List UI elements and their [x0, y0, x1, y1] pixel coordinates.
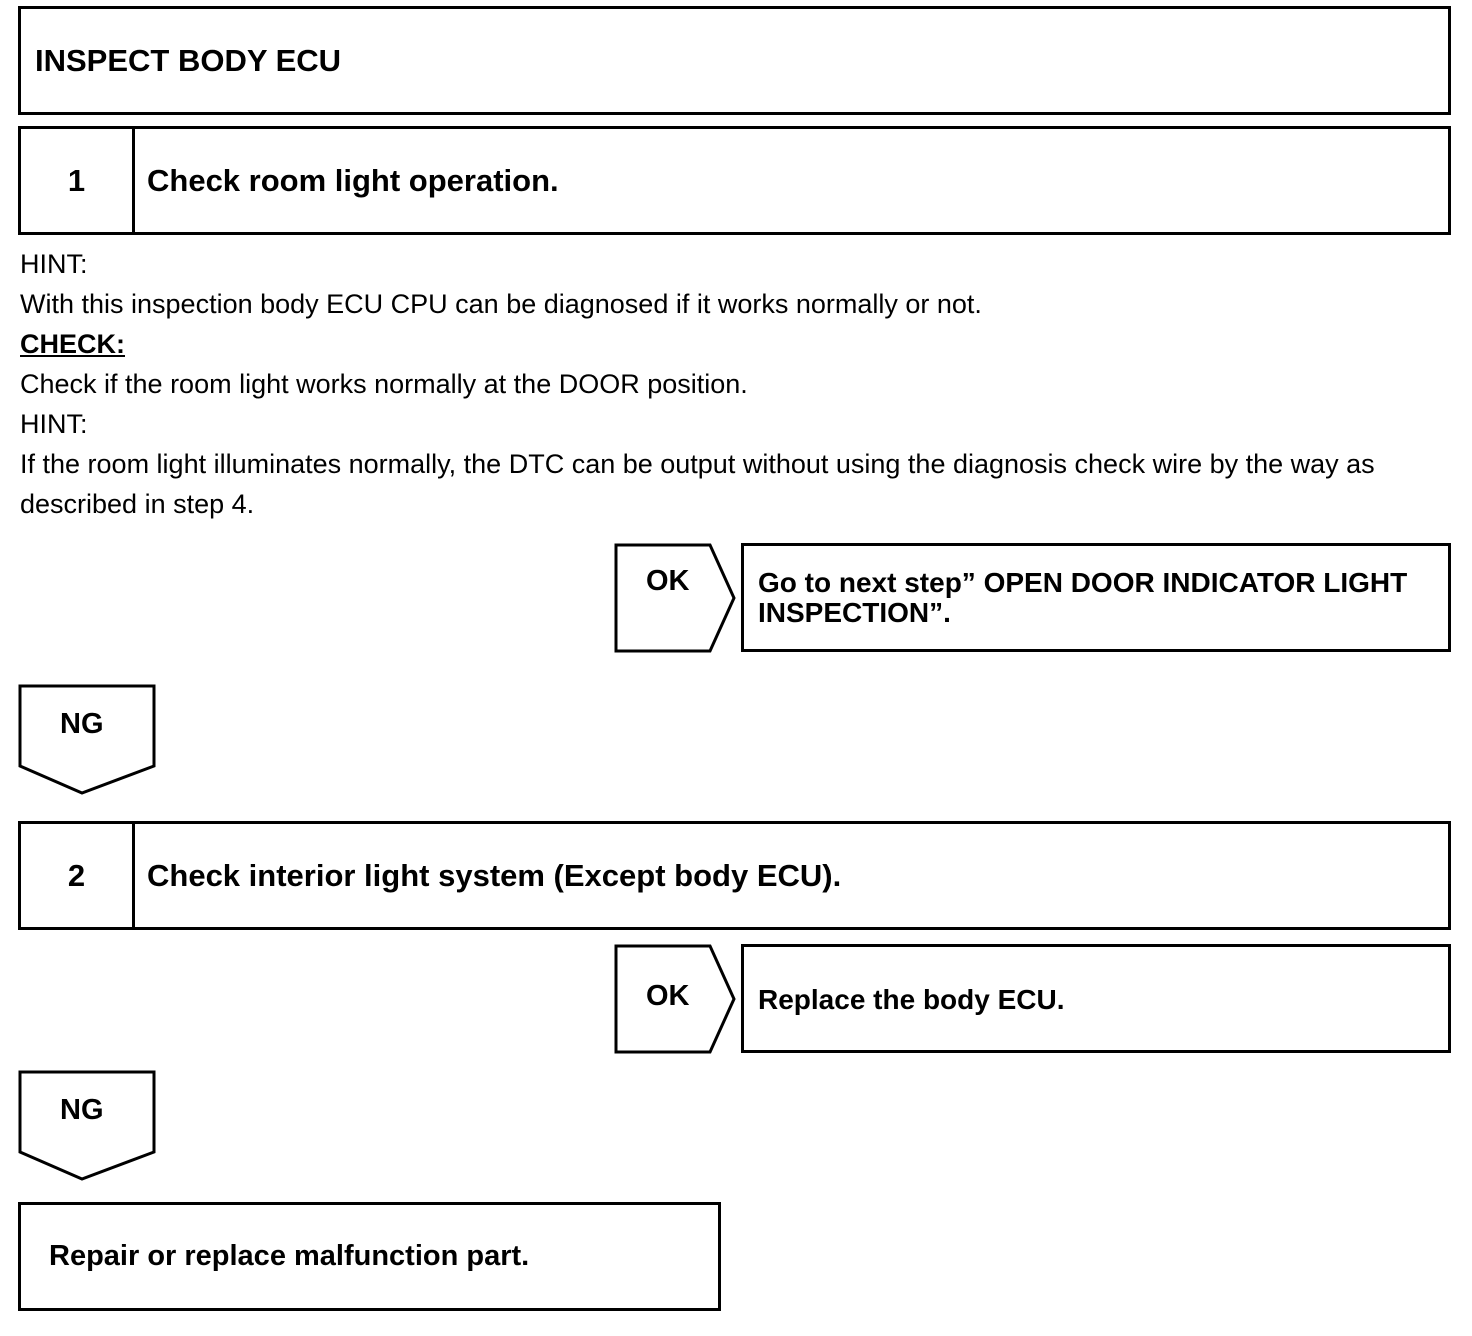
- step-1-box: [18, 126, 1451, 235]
- check-text: Check if the room light works normally at the DOOR position.: [20, 369, 748, 399]
- step-1-number: 1: [21, 129, 135, 232]
- section-title-box: [18, 6, 1451, 115]
- hint-label-2: HINT:: [20, 409, 88, 439]
- step-2-number: 2: [21, 824, 135, 927]
- hint-text-1: With this inspection body ECU CPU can be diagnosed if it works normally or not.: [20, 289, 982, 319]
- final-result-box: [18, 1202, 721, 1311]
- ng-arrow-1: [18, 684, 156, 796]
- hint-label-1: HINT:: [20, 249, 88, 279]
- ok-arrow-1-shape: [614, 543, 738, 653]
- ok-label-2: OK: [646, 980, 690, 1012]
- step-1-ok-result: Go to next step” OPEN DOOR INDICATOR LIGHT INSPECTION”.: [758, 567, 1408, 628]
- ok-label-1: OK: [646, 565, 690, 597]
- step-2-title: Check interior light system (Except body ECU).: [147, 857, 842, 893]
- hint-text-2: If the room light illuminates normally, the DTC can be output without using the diagnosis check wire by the way as described in step 4.: [20, 449, 1375, 519]
- step-1-title: Check room light operation.: [147, 162, 559, 198]
- ng-label-1: NG: [60, 708, 104, 740]
- step-2-ok-result-box: [741, 944, 1451, 1053]
- step-1-ok-result-box: [741, 543, 1451, 652]
- ok-arrow-1: [614, 543, 738, 653]
- ng-arrow-2: [18, 1070, 156, 1182]
- check-label: CHECK:: [20, 329, 125, 359]
- section-title: INSPECT BODY ECU: [35, 43, 342, 78]
- ok-arrow-2: [614, 944, 738, 1054]
- step-2-box: [18, 821, 1451, 930]
- step-2-ok-result: Replace the body ECU.: [758, 984, 1065, 1015]
- ng-label-2: NG: [60, 1094, 104, 1126]
- final-result: Repair or replace malfunction part.: [49, 1240, 530, 1272]
